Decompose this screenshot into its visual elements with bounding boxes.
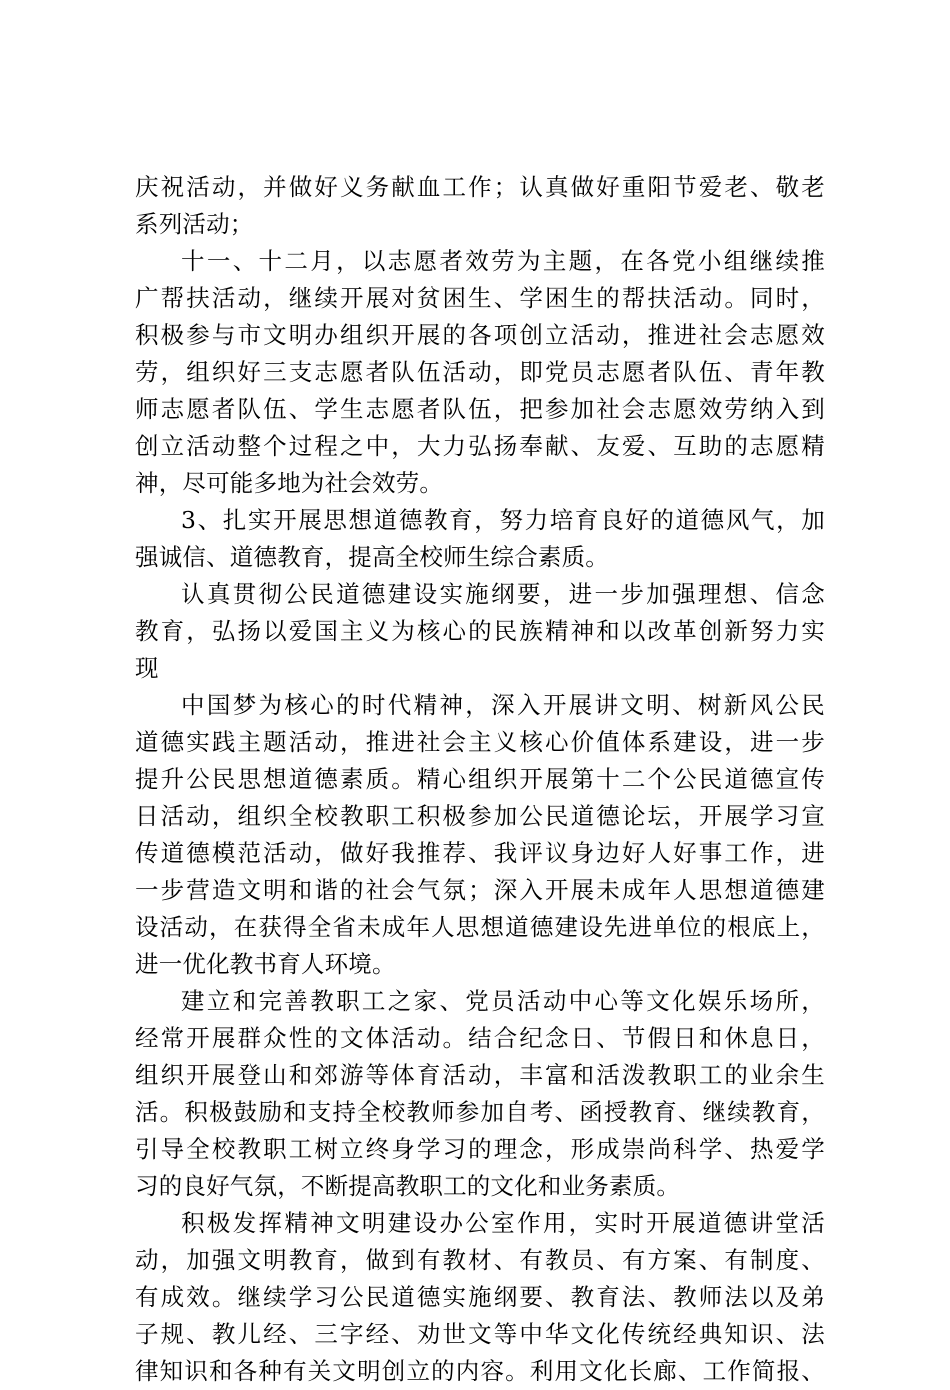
text-line: 习的良好气氛，不断提高教职工的文化和业务素质。 [135,1172,681,1200]
text-line: 活。积极鼓励和支持全校教师参加自考、函授教育、继续教育， [135,1098,825,1126]
text-line: 强诚信、道德教育，提高全校师生综合素质。 [135,543,609,571]
text-line: 师志愿者队伍、学生志愿者队伍，把参加社会志愿效劳纳入到 [135,395,825,423]
text-line: 日活动，组织全校教职工积极参加公民道德论坛，开展学习宣 [135,802,825,830]
text-line: 经常开展群众性的文体活动。结合纪念日、节假日和休息日， [135,1024,825,1052]
text-line: 一步营造文明和谐的社会气氛；深入开展未成年人思想道德建 [135,876,825,904]
text-line: 系列活动； [135,210,254,238]
text-line: 积极发挥精神文明建设办公室作用，实时开展道德讲堂活 [181,1209,825,1237]
text-line: 中国梦为核心的时代精神，深入开展讲文明、树新风公民 [181,691,825,719]
text-line: 神，尽可能多地为社会效劳。 [135,469,444,497]
text-line: 组织开展登山和郊游等体育活动，丰富和活泼教职工的业余生 [135,1061,825,1089]
text-line: 提升公民思想道德素质。精心组织开展第十二个公民道德宣传 [135,765,825,793]
text-line: 积极参与市文明办组织开展的各项创立活动，推进社会志愿效 [135,321,825,349]
text-line: 建立和完善教职工之家、党员活动中心等文化娱乐场所， [181,987,825,1015]
text-line: 劳，组织好三支志愿者队伍活动，即党员志愿者队伍、青年教 [135,358,825,386]
text-line: 进一优化教书育人环境。 [135,950,396,978]
text-line: 有成效。继续学习公民道德实施纲要、教育法、教师法以及弟 [135,1283,825,1311]
text-line: 现 [135,654,159,682]
text-line: 道德实践主题活动，推进社会主义核心价值体系建设，进一步 [135,728,825,756]
text-line: 庆祝活动，并做好义务献血工作；认真做好重阳节爱老、敬老 [135,173,825,201]
text-line: 引导全校教职工树立终身学习的理念，形成崇尚科学、热爱学 [135,1135,825,1163]
text-line: 传道德模范活动，做好我推荐、我评议身边好人好事工作，进 [135,839,825,867]
text-line: 创立活动整个过程之中，大力弘扬奉献、友爱、互助的志愿精 [135,432,825,460]
text-line: 3、扎实开展思想道德教育，努力培育良好的道德风气，加 [181,506,825,534]
text-line: 十一、十二月，以志愿者效劳为主题，在各党小组继续推 [181,247,825,275]
text-line: 动，加强文明教育，做到有教材、有教员、有方案、有制度、 [135,1246,825,1274]
text-line: 教育，弘扬以爱国主义为核心的民族精神和以改革创新努力实 [135,617,825,645]
text-line: 广帮扶活动，继续开展对贫困生、学困生的帮扶活动。同时， [135,284,825,312]
text-line: 认真贯彻公民道德建设实施纲要，进一步加强理想、信念 [181,580,825,608]
document-body [135,169,825,1390]
text-line: 设活动，在获得全省未成年人思想道德建设先进单位的根底上， [135,913,825,941]
text-line: 子规、教儿经、三字经、劝世文等中华文化传统经典知识、法 [135,1320,825,1348]
text-line: 律知识和各种有关文明创立的内容。利用文化长廊、工作简报、 [135,1357,825,1385]
